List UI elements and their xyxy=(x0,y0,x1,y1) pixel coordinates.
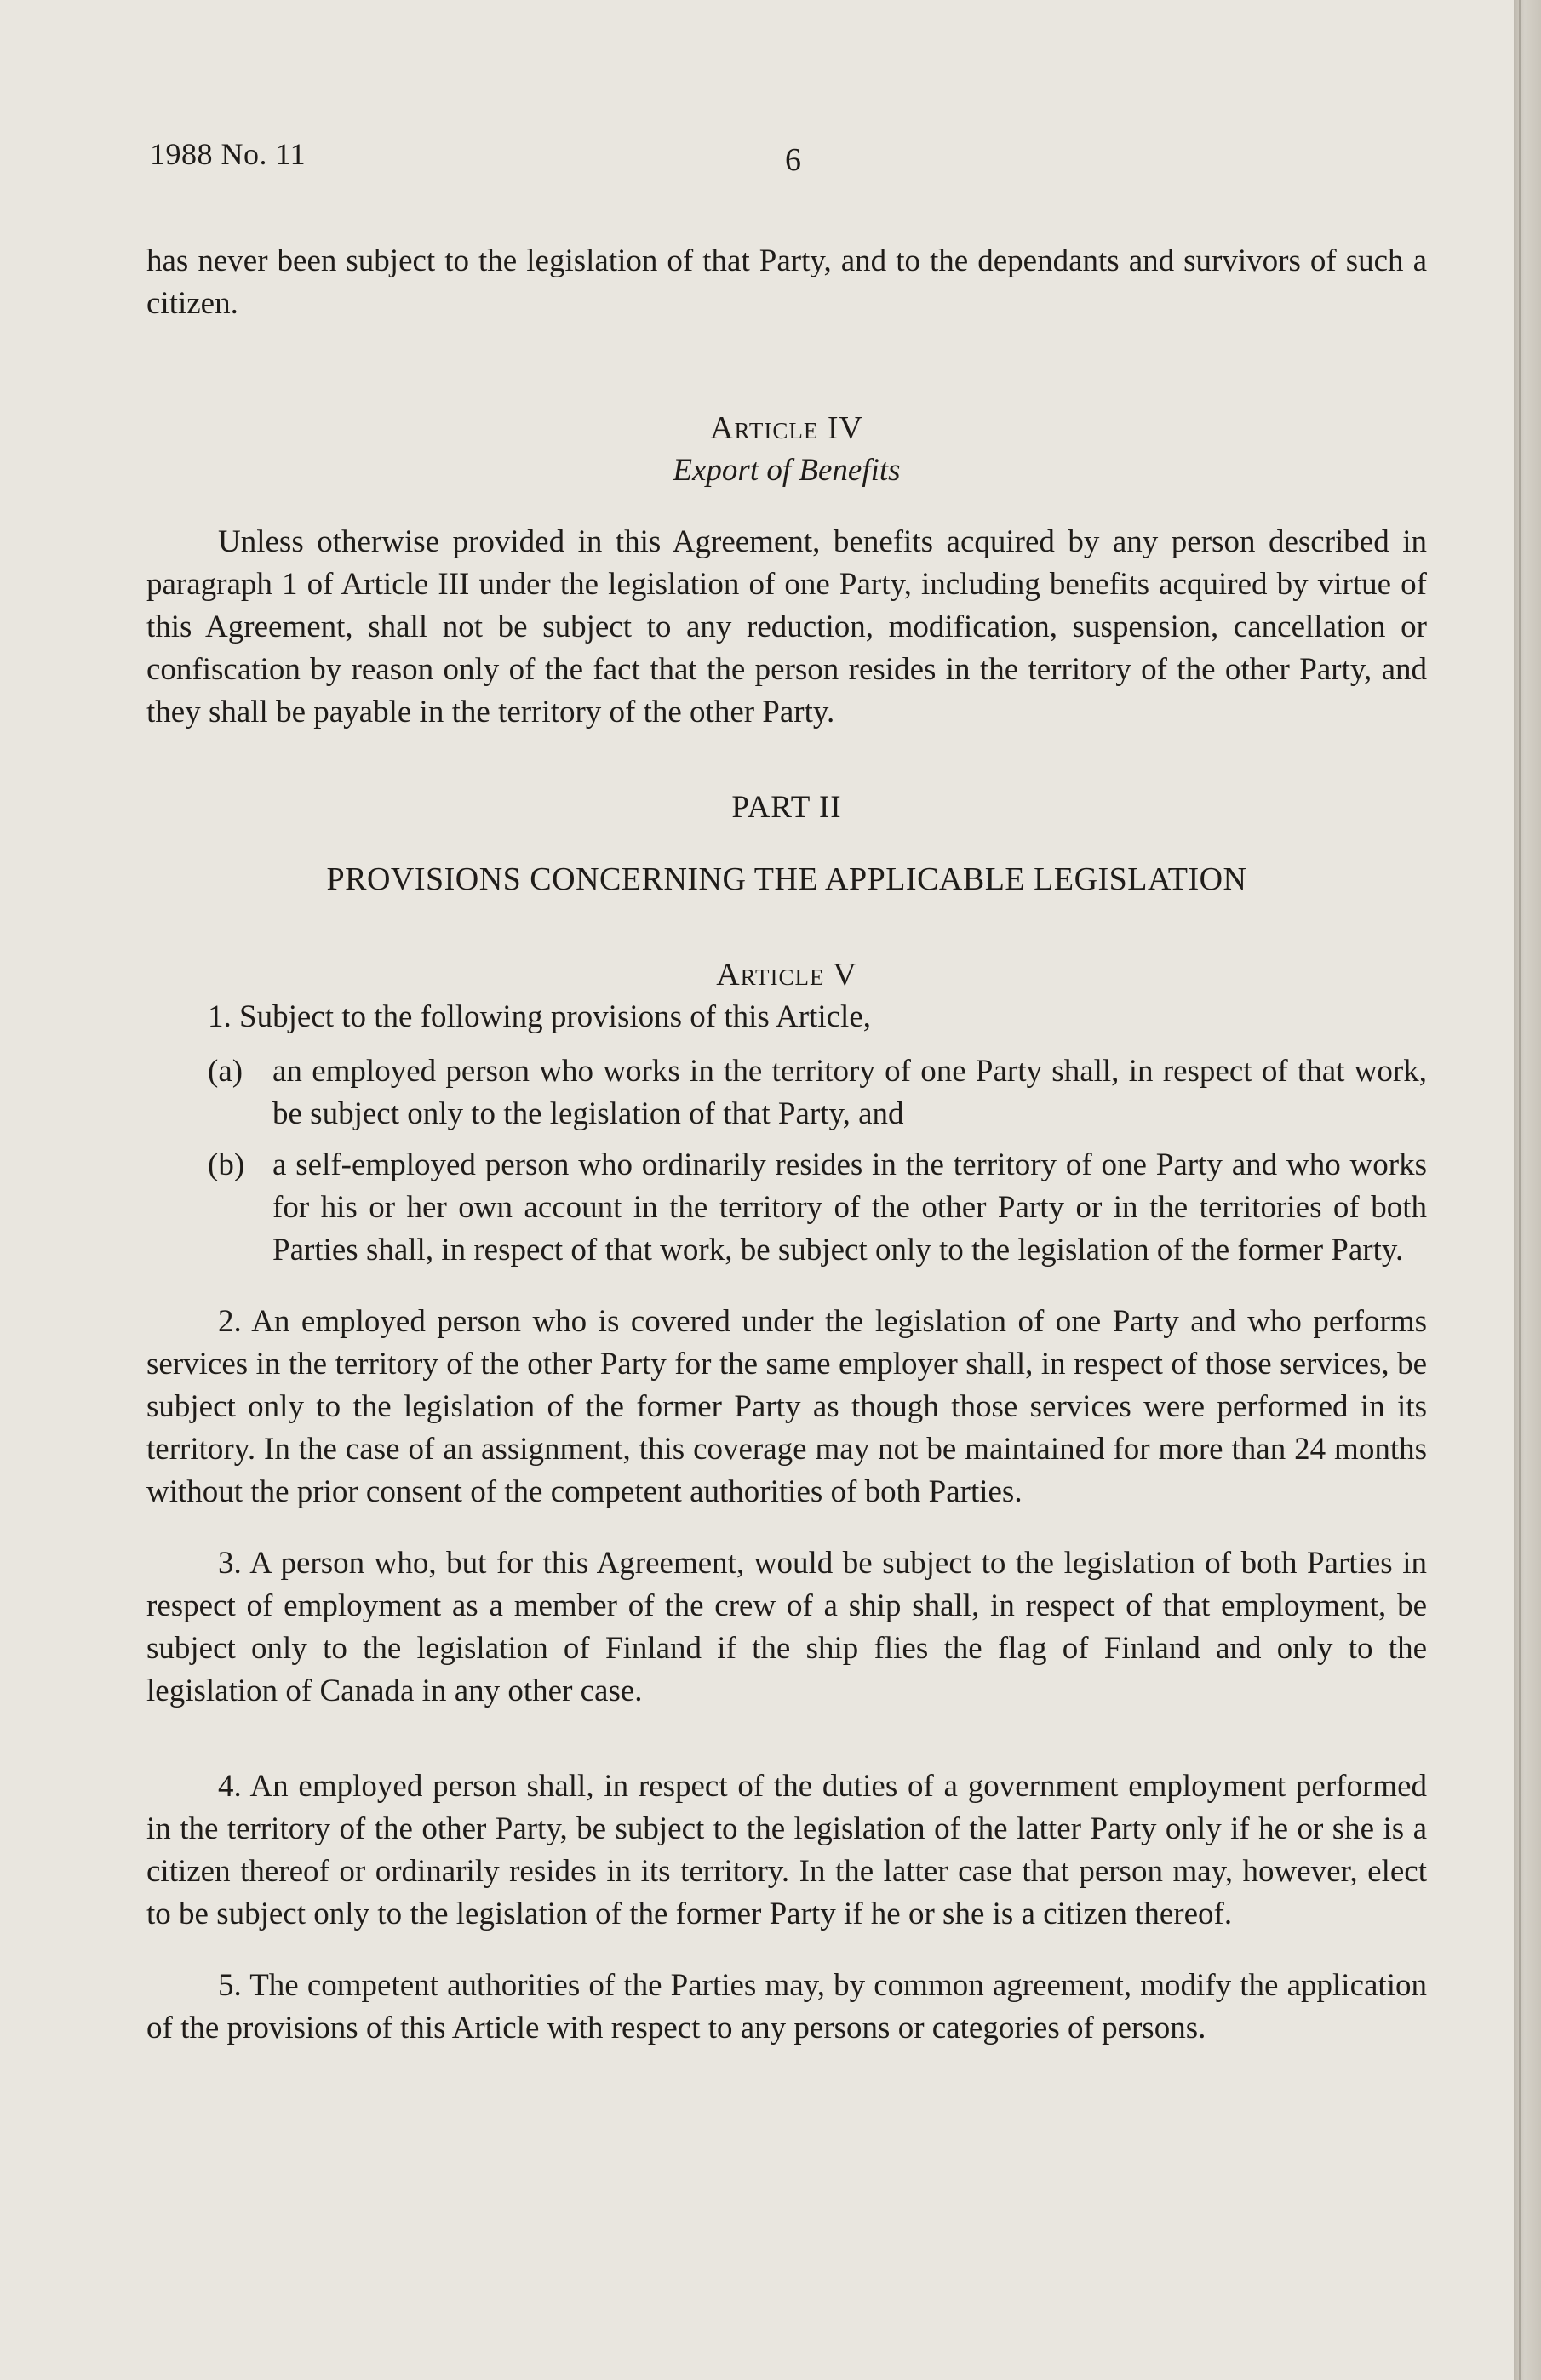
item-text: an employed person who works in the territory of one Party shall, in respect of that work, be subject only to the legislation of that Party, and xyxy=(272,1054,1427,1131)
article-v-item-b xyxy=(146,1144,1427,1272)
article-v-item-a xyxy=(146,1050,1427,1136)
document-body xyxy=(146,240,1427,2050)
item-marker: (b) xyxy=(208,1147,245,1182)
page-edge xyxy=(1514,0,1541,2380)
article-v-para1-intro: 1. Subject to the following provisions of this Article, xyxy=(208,999,871,1034)
part-ii-heading: PART II xyxy=(731,790,842,825)
page-number: 6 xyxy=(785,142,801,178)
article-iv-text: Unless otherwise provided in this Agreement, benefits acquired by any person described in paragraph 1 of Article III under the legislation of one Party, including benefits acquired by virtue of this Agreement, shall not be subject to any reduction, modification, suspension, cancellation or confiscation by reason only of the fact that the person resides in the territory of the other Party, and they shall be payable in the territory of the other Party. xyxy=(146,524,1427,729)
running-head: 1988 No. 11 xyxy=(150,137,306,171)
article-v-heading: Article V xyxy=(716,957,857,993)
article-iv-heading: Article IV xyxy=(710,410,863,446)
continuation-paragraph: has never been subject to the legislation of that Party, and to the dependants and survivors of such a citizen. xyxy=(146,243,1427,321)
item-marker: (a) xyxy=(208,1054,243,1089)
article-v-para3: 3. A person who, but for this Agreement, would be subject to the legislation of both Parties in respect of employment as a member of the crew of a ship shall, in respect of that employment, be subject only to the legislation of Finland if the ship flies the flag of Finland and only to the legislation of Canada in any other case. xyxy=(146,1546,1427,1708)
item-text: a self-employed person who ordinarily resides in the territory of one Party and who works for his or her own account in the territory of the other Party or in the territories of both Parties shall, in respect of that work, be subject only to the legislation of the former Party. xyxy=(272,1147,1427,1267)
article-iv-subtitle: Export of Benefits xyxy=(673,453,901,488)
article-v-para4: 4. An employed person shall, in respect of the duties of a government employment performed in the territory of the other Party, be subject to the legislation of the latter Party only if he or she is a citizen thereof or ordinarily resides in its territory. In the latter case that person may, however, elect to be subject only to the legislation of the former Party if he or she is a citizen thereof. xyxy=(146,1769,1427,1931)
part-ii-title: PROVISIONS CONCERNING THE APPLICABLE LEGISLATION xyxy=(326,861,1247,897)
article-v-para5: 5. The competent authorities of the Parties may, by common agreement, modify the application of the provisions of this Article with respect to any persons or categories of persons. xyxy=(146,1968,1427,2045)
article-v-para2: 2. An employed person who is covered under the legislation of one Party and who performs services in the territory of the other Party for the same employer shall, in respect of those services, be subject only to the legislation of the former Party as though those services were performed in its territory. In the case of an assignment, this coverage may not be maintained for more than 24 months without the prior consent of the competent authorities of both Parties. xyxy=(146,1304,1427,1509)
